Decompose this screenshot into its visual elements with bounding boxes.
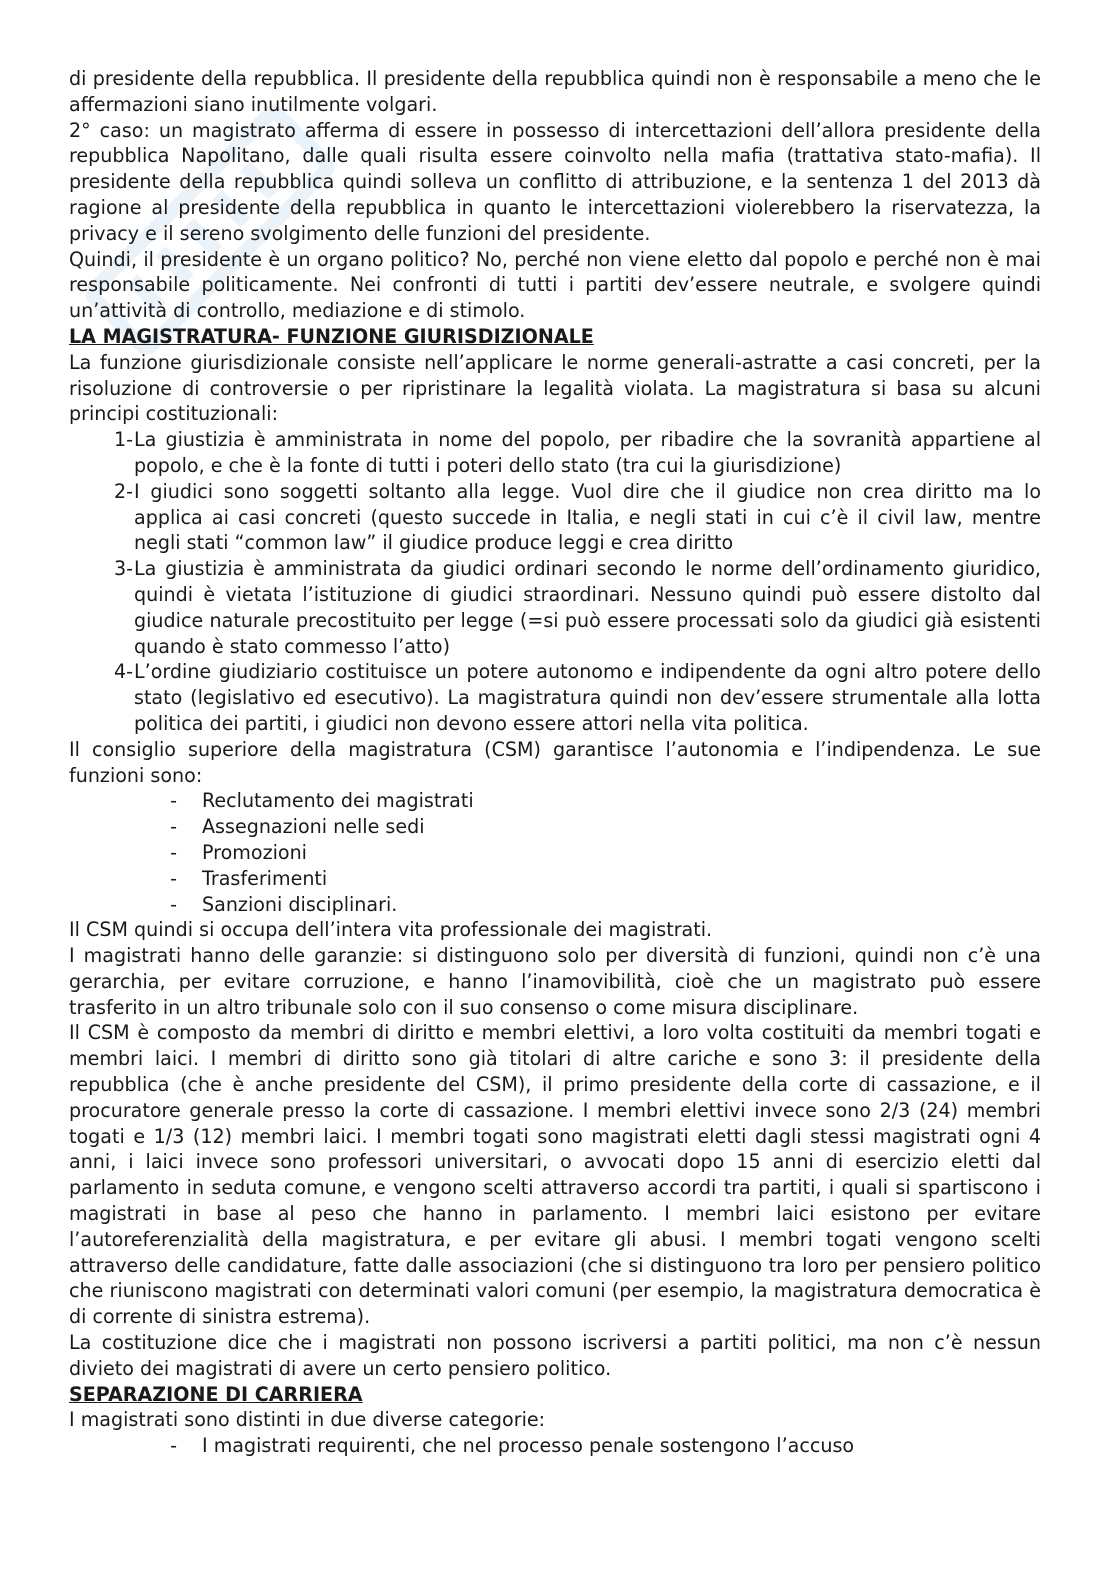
function-text: Promozioni — [202, 840, 307, 864]
principle-text: L’ordine giudiziario costituisce un potere autonomo e indipendente da ogni altro potere dello stato (legislativo ed esecutivo). La magistratura quindi non dev’essere strumentale alla lotta politica dei partiti, i giudici non devono essere attori nella vita politica. — [134, 660, 1041, 735]
categories-list — [69, 1433, 1041, 1459]
dash-bullet: - — [170, 1434, 177, 1458]
paragraph-second-case: 2° caso: un magistrato afferma di essere in possesso di intercettazioni dell’allora presidente della repubblica Napolitano, dalle quali risulta essere coinvolto nella mafia (trattativa stato-mafia). Il presidente della repubblica quindi solleva un conflitto di attribuzione, e la sentenza 1 del 2013 dà ragione al presidente della repubblica in quanto le intercettazioni violerebbero la riservatezza, la privacy e il sereno svolgimento delle funzioni del presidente. — [69, 118, 1041, 245]
list-item — [69, 840, 1041, 866]
list-number: 2- — [113, 479, 133, 503]
dash-bullet: - — [170, 840, 177, 864]
dash-bullet: - — [170, 815, 177, 839]
list-number: 4- — [113, 660, 133, 684]
principle-item — [69, 427, 1041, 479]
list-item — [69, 1433, 1041, 1459]
list-number: 3- — [113, 557, 133, 581]
principle-text: I giudici sono soggetti soltanto alla legge. Vuol dire che il giudice non crea diritto ma lo applica ai casi concreti (questo succede in Italia, e negli stati in cui c’è il civil law, mentre negli stati “common law” il giudice produce leggi e crea diritto — [134, 479, 1041, 555]
csm-functions-list — [69, 788, 1041, 917]
section-heading-separazione: SEPARAZIONE DI CARRIERA — [69, 1382, 363, 1406]
section-heading-magistratura: LA MAGISTRATURA- FUNZIONE GIURISDIZIONALE — [69, 324, 594, 348]
paragraph-categories: I magistrati sono distinti in due diverse categorie: — [69, 1408, 546, 1432]
principle-item — [69, 556, 1041, 659]
paragraph-csm-composition: Il CSM è composto da membri di diritto e membri elettivi, a loro volta costituiti da membri togati e membri laici. I membri di diritto sono già titolari di altre cariche e sono 3: il presidente della repubblica (che è anche presidente del CSM), il primo presidente della corte di cassazione, e il procuratore generale presso la corte di cassazione. I membri elettivi invece sono 2/3 (24) membri togati e 1/3 (12) membri laici. I membri togati sono magistrati eletti dagli stessi magistrati ogni 4 anni, i laici invece sono professori universitari, o avvocati dopo 15 anni di esercizio eletti dal parlamento in seduta comune, e vengono scelti attraverso accordi tra partiti, i quali si spartiscono i magistrati in base al peso che hanno in parlamento. I membri laici esistono per evitare l’autoreferenzialità della magistratura, e per evitare gli abusi. I membri togati vengono scelti attraverso delle candidature, fatte dalle associazioni (che si distinguono tra loro per pensiero politico che riuniscono magistrati con determinati valori comuni (per esempio, la magistratura democratica è di corrente di sinistra estrema). — [69, 1021, 1041, 1329]
dash-bullet: - — [170, 866, 177, 890]
category-text: I magistrati requirenti, che nel processo penale sostengono l’accuso — [202, 1434, 855, 1458]
list-item — [69, 866, 1041, 892]
paragraph-csm-intro: Il consiglio superiore della magistratura (CSM) garantisce l’autonomia e l’indipendenza. Le sue funzioni sono: — [69, 737, 1041, 787]
list-number: 1- — [113, 428, 133, 452]
principles-list — [69, 427, 1041, 737]
function-text: Sanzioni disciplinari. — [202, 892, 398, 916]
document-page — [69, 66, 1041, 1459]
list-item — [69, 814, 1041, 840]
function-text: Trasferimenti — [202, 866, 328, 890]
dash-bullet: - — [170, 789, 177, 813]
list-item — [69, 892, 1041, 918]
principle-text: La giustizia è amministrata da giudici ordinari secondo le norme dell’ordinamento giuridico, quindi è vietata l’istituzione di giudici straordinari. Nessuno quindi può essere distolto dal giudice naturale precostituito per legge (=si può essere processati solo da giudici già esistenti quando è stato commesso l’atto) — [134, 557, 1041, 658]
paragraph-intro: di presidente della repubblica. Il presidente della repubblica quindi non è responsabile a meno che le affermazioni siano inutilmente volgari. — [69, 67, 1041, 116]
function-text: Reclutamento dei magistrati — [202, 789, 474, 813]
paragraph-csm-role: Il CSM quindi si occupa dell’intera vita professionale dei magistrati. — [69, 918, 713, 942]
function-text: Assegnazioni nelle sedi — [202, 815, 425, 839]
paragraph-jurisdiction: La funzione giurisdizionale consiste nell’applicare le norme generali-astratte a casi concreti, per la risoluzione di controversie o per ripristinare la legalità violata. La magistratura si basa su alcuni principi costituzionali: — [69, 350, 1041, 426]
principle-text: La giustizia è amministrata in nome del popolo, per ribadire che la sovranità appartiene al popolo, e che è la fonte di tutti i poteri dello stato (tra cui la giurisdizione) — [134, 428, 1041, 477]
paragraph-guarantees: I magistrati hanno delle garanzie: si distinguono solo per diversità di funzioni, quindi non c’è una gerarchia, per evitare corruzione, e hanno l’inamovibilità, cioè che un magistrato può essere trasferito in un altro tribunale solo con il suo consenso o come misura disciplinare. — [69, 944, 1041, 1019]
paragraph-president-organ: Quindi, il presidente è un organo politico? No, perché non viene eletto dal popolo e perché non è mai responsabile politicamente. Nei confronti di tutti i partiti dev’essere neutrale, e svolgere quindi un’attività di controllo, mediazione e di stimolo. — [69, 247, 1041, 323]
principle-item — [69, 659, 1041, 736]
principle-item — [69, 479, 1041, 556]
dash-bullet: - — [170, 892, 177, 916]
paragraph-political-parties: La costituzione dice che i magistrati non possono iscriversi a partiti politici, ma non c’è nessun divieto dei magistrati di avere un certo pensiero politico. — [69, 1331, 1041, 1380]
list-item — [69, 788, 1041, 814]
